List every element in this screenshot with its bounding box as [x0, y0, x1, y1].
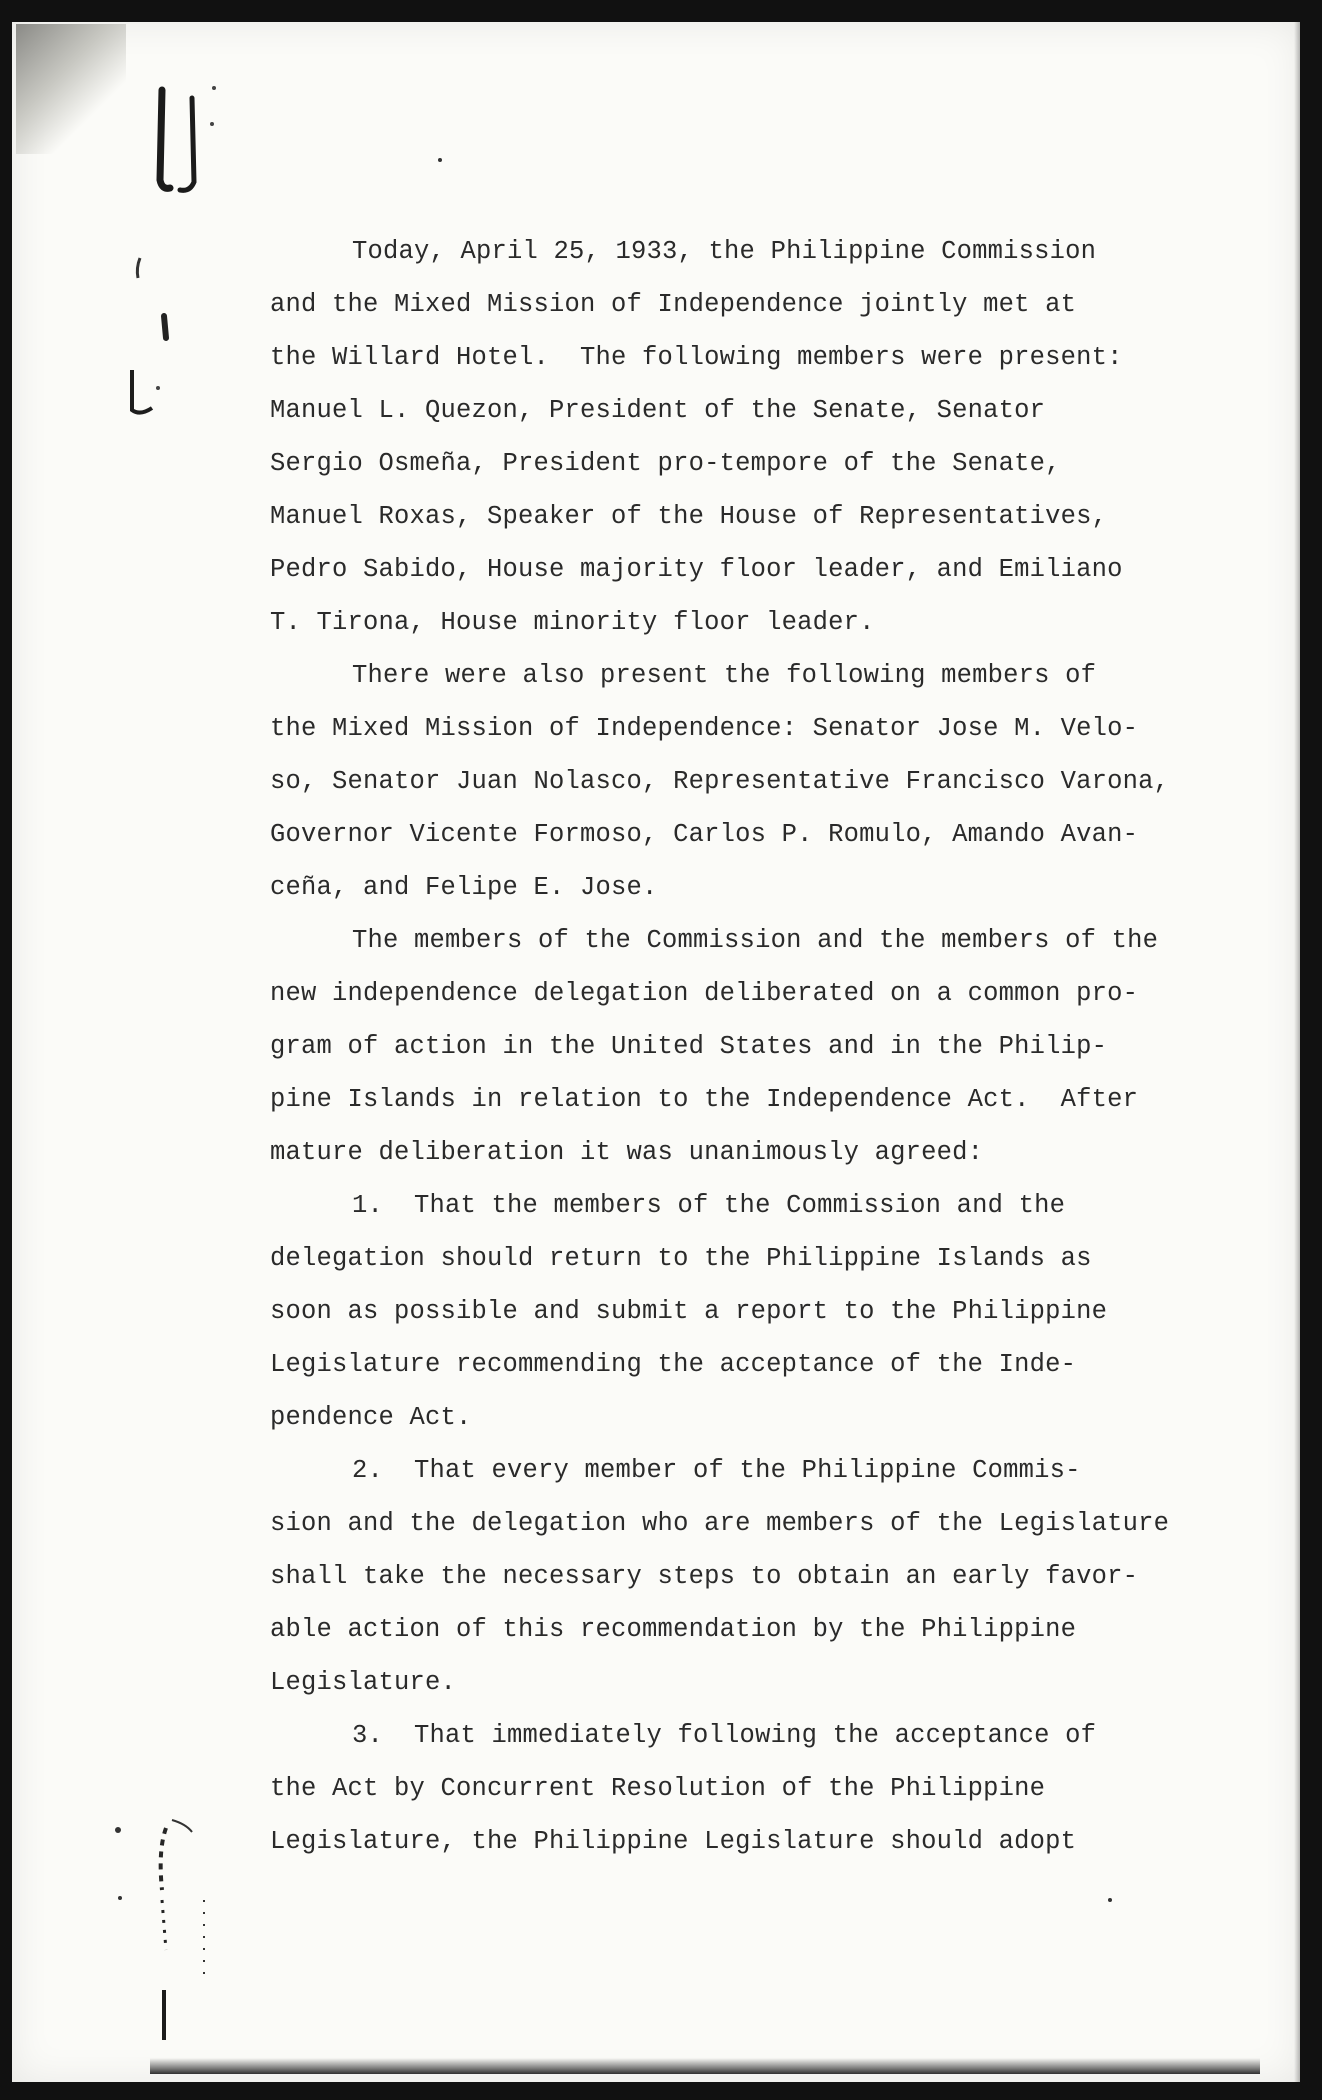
ink-speck — [438, 158, 442, 162]
page-right-edge — [1294, 22, 1300, 2082]
paragraph-resolution-2 — [270, 1444, 1205, 1709]
text-line: pine Islands in relation to the Independence Act. After — [270, 1085, 1139, 1114]
text-line: delegation should return to the Philippine Islands as — [270, 1244, 1092, 1273]
text-line: so, Senator Juan Nolasco, Representative Francisco Varona, — [270, 767, 1170, 796]
document-body-text — [270, 225, 1205, 1868]
text-line: The members of the Commission and the members of the — [352, 926, 1159, 955]
text-line: Pedro Sabido, House majority floor leader, and Emiliano — [270, 555, 1123, 584]
text-line: soon as possible and submit a report to the Philippine — [270, 1297, 1108, 1326]
text-line: gram of action in the United States and in the Philip- — [270, 1032, 1108, 1061]
text-line: the Mixed Mission of Independence: Senator Jose M. Velo- — [270, 714, 1139, 743]
text-line: Legislature recommending the acceptance of the Inde- — [270, 1350, 1077, 1379]
text-line: the Act by Concurrent Resolution of the Philippine — [270, 1774, 1046, 1803]
text-line: the Willard Hotel. The following members were present: — [270, 343, 1123, 372]
text-line: T. Tirona, House minority floor leader. — [270, 608, 875, 637]
text-line: shall take the necessary steps to obtain an early favor- — [270, 1562, 1139, 1591]
text-line: 1. That the members of the Commission and the — [352, 1191, 1066, 1220]
text-line: Today, April 25, 1933, the Philippine Commission — [352, 237, 1097, 266]
text-line: Legislature. — [270, 1668, 457, 1697]
text-line: mature deliberation it was unanimously agreed: — [270, 1138, 984, 1167]
text-line: Sergio Osmeña, President pro-tempore of the Senate, — [270, 449, 1061, 478]
text-line: Legislature, the Philippine Legislature should adopt — [270, 1827, 1077, 1856]
text-line: There were also present the following members of — [352, 661, 1097, 690]
text-line: Governor Vicente Formoso, Carlos P. Romulo, Amando Avan- — [270, 820, 1139, 849]
text-line: Manuel Roxas, Speaker of the House of Representatives, — [270, 502, 1108, 531]
margin-ink-marks-top — [100, 70, 220, 430]
text-line: new independence delegation deliberated on a common pro- — [270, 979, 1139, 1008]
paragraph-deliberation — [270, 914, 1205, 1179]
paragraph-resolution-3 — [270, 1709, 1205, 1868]
text-line: able action of this recommendation by the Philippine — [270, 1615, 1077, 1644]
paragraph-meeting-opening — [270, 225, 1205, 649]
text-line: and the Mixed Mission of Independence jointly met at — [270, 290, 1077, 319]
text-line: sion and the delegation who are members of the Legislature — [270, 1509, 1170, 1538]
paragraph-resolution-1 — [270, 1179, 1205, 1444]
text-line: 3. That immediately following the acceptance of — [352, 1721, 1097, 1750]
text-line: 2. That every member of the Philippine Commis- — [352, 1456, 1081, 1485]
paragraph-mission-members — [270, 649, 1205, 914]
text-line: Manuel L. Quezon, President of the Senate, Senator — [270, 396, 1046, 425]
page-bottom-edge — [150, 2058, 1260, 2074]
ink-speck — [1108, 1898, 1112, 1902]
text-line: ceña, and Felipe E. Jose. — [270, 873, 658, 902]
text-line: pendence Act. — [270, 1403, 472, 1432]
margin-ink-marks-bottom — [100, 1780, 220, 2080]
